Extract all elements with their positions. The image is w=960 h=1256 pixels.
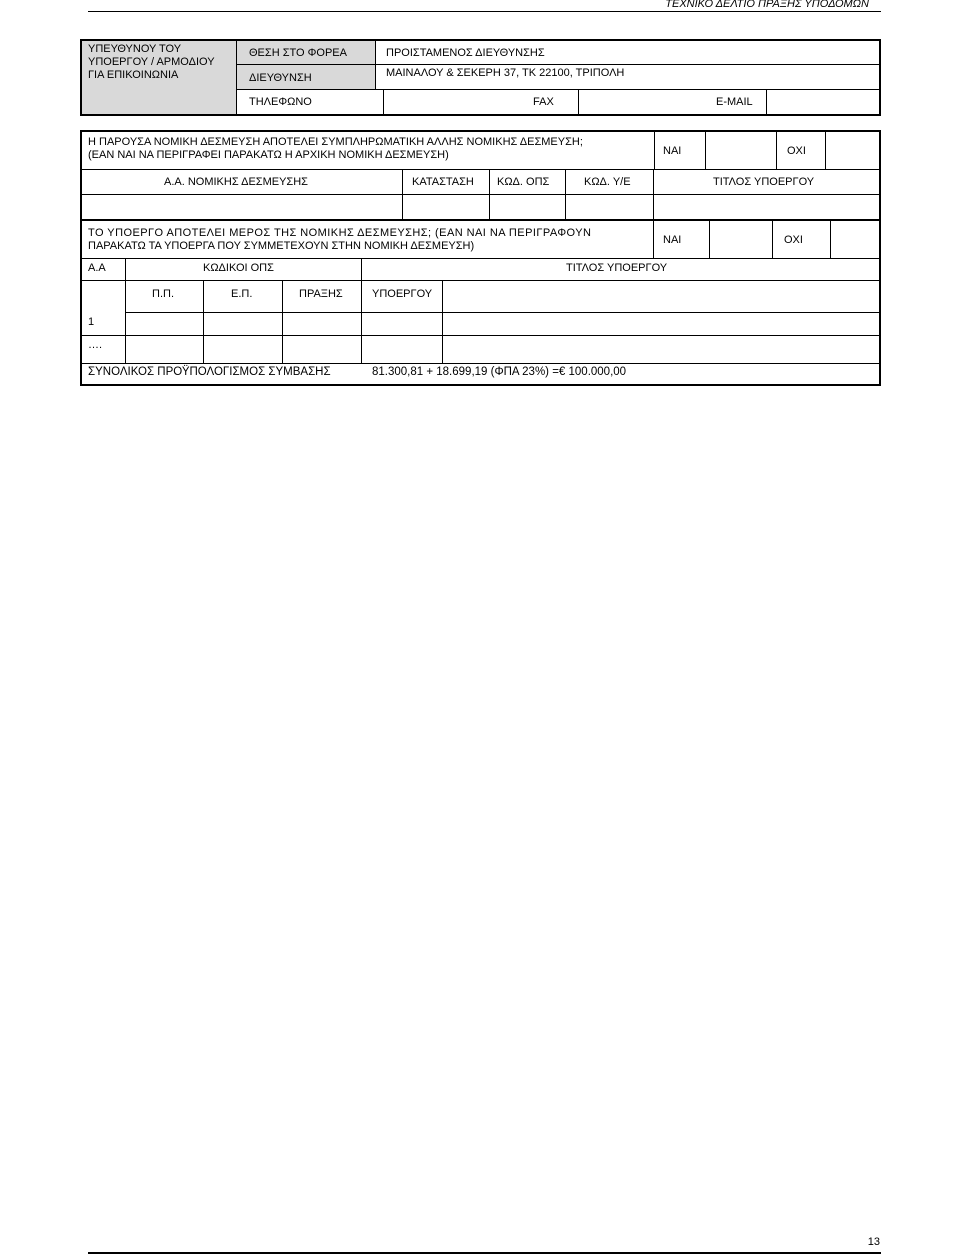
legal-col-status: ΚΑΤΑΣΤΑΣΗ [412, 176, 474, 188]
table-border [772, 219, 773, 259]
table-border [80, 258, 881, 259]
position-label: ΘΕΣΗ ΣΤΟ ΦΟΡΕΑ [249, 47, 347, 59]
table-border [879, 219, 881, 386]
subproject-col-title: ΤΙΤΛΟΣ ΥΠΟΕΡΓΟΥ [566, 262, 668, 274]
header-rule [88, 11, 881, 12]
legal-yes-label: ΝΑΙ [663, 145, 682, 157]
table-border [236, 64, 880, 65]
table-border [80, 169, 881, 170]
position-value: ΠΡΟΙΣΤΑΜΕΝΟΣ ΔΙΕΥΘΥΝΣΗΣ [386, 47, 545, 59]
legal-no-label: ΟΧΙ [787, 145, 806, 157]
table-border [80, 219, 881, 221]
table-border [709, 219, 710, 259]
table-border [653, 219, 654, 259]
table-border [236, 89, 880, 90]
phone-label: ΤΗΛΕΦΩΝΟ [249, 96, 312, 108]
table-border [125, 312, 881, 313]
table-border [236, 39, 237, 116]
table-border [402, 169, 403, 220]
table-border [80, 219, 82, 386]
total-budget-label: ΣΥΝΟΛΙΚΟΣ ΠΡΟΫΠΟΛΟΓΙΣΜΟΣ ΣΥΜΒΑΣΗΣ [88, 366, 331, 378]
subproject-sub-ep: Ε.Π. [231, 288, 253, 300]
table-border [80, 280, 881, 281]
table-border [825, 130, 826, 170]
table-border [653, 169, 654, 220]
table-border [879, 130, 881, 221]
subproject-sub-pp: Π.Π. [152, 288, 174, 300]
legal-question-line1: Η ΠΑΡΟΥΣΑ ΝΟΜΙΚΗ ΔΕΣΜΕΥΣΗ ΑΠΟΤΕΛΕΙ ΣΥΜΠΛΗΡΩΜΑΤΙΚΗ ΑΛΛΗΣ ΝΟΜΙΚΗΣ ΔΕΣΜΕΥΣΗ; [88, 136, 583, 148]
table-border [442, 280, 443, 364]
subproject-row2-number: …. [88, 339, 103, 351]
contact-left-label-2: ΥΠΟΕΡΓΟΥ / ΑΡΜΟΔΙΟΥ [88, 56, 215, 68]
page-number: 13 [867, 1236, 880, 1248]
subproject-sub-praxis: ΠΡΑΞΗΣ [299, 288, 343, 300]
table-border [361, 258, 362, 364]
legal-col-ops: ΚΩΔ. ΟΠΣ [497, 176, 550, 188]
address-label: ΔΙΕΥΘΥΝΣΗ [249, 72, 312, 84]
table-border [80, 130, 881, 132]
table-border [654, 130, 655, 170]
table-border [80, 335, 881, 336]
subproject-row1-number: 1 [88, 316, 95, 328]
subproject-col-codes: ΚΩΔΙΚΟΙ ΟΠΣ [203, 262, 274, 274]
legal-col-ye: ΚΩΔ. Υ/Ε [584, 176, 631, 188]
contact-left-label-3: ΓΙΑ ΕΠΙΚΟΙΝΩΝΙΑ [88, 69, 179, 81]
subproject-yes-label: ΝΑΙ [663, 234, 682, 246]
table-border [383, 89, 384, 115]
legal-question-line2: (ΕΑΝ ΝΑΙ ΝΑ ΠΕΡΙΓΡΑΦΕΙ ΠΑΡΑΚΑΤΩ Η ΑΡΧΙΚΗ ΝΟΜΙΚΗ ΔΕΣΜΕΥΣΗ) [88, 149, 449, 161]
table-border [203, 280, 204, 364]
table-border [766, 89, 767, 115]
document-title: ΤΕΧΝΙΚΟ ΔΕΛΤΙΟ ΠΡΑΞΗΣ ΥΠΟΔΟΜΩΝ [665, 0, 869, 10]
table-border [80, 194, 881, 195]
table-border [80, 363, 881, 364]
total-budget-value: 81.300,81 + 18.699,19 (ΦΠΑ 23%) =€ 100.000,00 [372, 366, 627, 378]
table-border [80, 39, 881, 41]
table-border [282, 280, 283, 364]
table-border [80, 384, 881, 386]
address-value: ΜΑΙΝΑΛΟΥ & ΣΕΚΕΡΗ 37, ΤΚ 22100, ΤΡΙΠΟΛΗ [386, 67, 625, 79]
subproject-no-label: ΟΧΙ [784, 234, 803, 246]
table-border [80, 130, 82, 221]
contact-left-label-1: ΥΠΕΥΘΥΝΟΥ ΤΟΥ [88, 43, 182, 55]
legal-col-aa: Α.Α. ΝΟΜΙΚΗΣ ΔΕΣΜΕΥΣΗΣ [164, 176, 308, 188]
table-border [830, 219, 831, 259]
table-border [489, 169, 490, 220]
table-border [125, 258, 126, 364]
table-border [565, 169, 566, 220]
table-border [705, 130, 706, 170]
table-border [80, 39, 82, 116]
subproject-col-aa: Α.Α [88, 262, 106, 274]
fax-label: FAX [533, 96, 554, 108]
subproject-question-line1: ΤΟ ΥΠΟΕΡΓΟ ΑΠΟΤΕΛΕΙ ΜΕΡΟΣ ΤΗΣ ΝΟΜΙΚΗΣ ΔΕΣΜΕΥΣΗΣ; (ΕΑΝ ΝΑΙ ΝΑ ΠΕΡΙΓΡΑΦΟΥΝ [88, 227, 592, 239]
legal-col-title: ΤΙΤΛΟΣ ΥΠΟΕΡΓΟΥ [713, 176, 815, 188]
table-border [578, 89, 579, 115]
table-border [879, 39, 881, 116]
table-border [776, 130, 777, 170]
footer-rule [88, 1252, 881, 1254]
subproject-sub-ypoergou: ΥΠΟΕΡΓΟΥ [372, 288, 433, 300]
subproject-question-line2: ΠΑΡΑΚΑΤΩ ΤΑ ΥΠΟΕΡΓΑ ΠΟΥ ΣΥΜΜΕΤΕΧΟΥΝ ΣΤΗΝ ΝΟΜΙΚΗ ΔΕΣΜΕΥΣΗ) [88, 240, 475, 252]
table-border [80, 114, 881, 116]
email-label: E-MAIL [716, 96, 753, 108]
